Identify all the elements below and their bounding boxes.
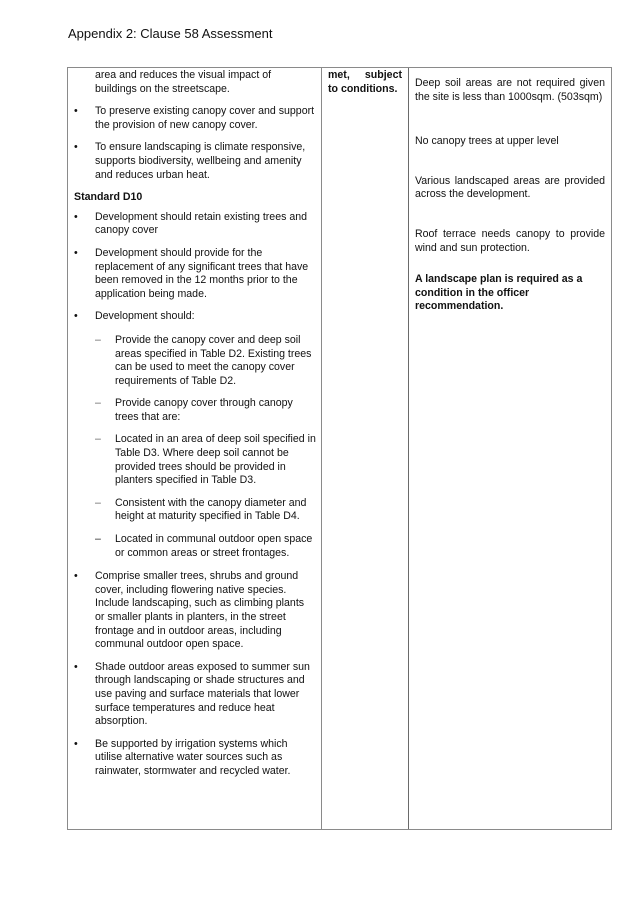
assessment-table (67, 67, 612, 830)
sub-item: – Consistent with the canopy diameter and height at maturity specified in Table D4. (95, 496, 307, 523)
standard-item: • Development should: (74, 310, 195, 323)
dash-icon: – (95, 397, 101, 410)
bullet-icon: • (74, 210, 78, 223)
comments-column (409, 68, 611, 829)
comment-paragraph: Roof terrace needs canopy to provide wind and sun protection. (415, 227, 605, 254)
bullet-icon: • (74, 246, 78, 259)
dash-icon: – (95, 496, 101, 509)
bullet-icon: • (74, 141, 78, 154)
standard-title: Standard D10 (74, 191, 143, 204)
landscape-item: • Shade outdoor areas exposed to summer sun through landscaping or shade structures and use paving and surface materials that lower surface temperatures and reduce heat absorption. (74, 660, 310, 728)
bullet-icon: • (74, 660, 78, 673)
standard-column (68, 68, 322, 829)
compliance-status-line1: met, subject (328, 69, 402, 81)
page-header: Appendix 2: Clause 58 Assessment (68, 26, 273, 41)
landscape-item: • Comprise smaller trees, shrubs and ground cover, including flowering native species. Include landscaping, such as climbing plants or smaller plants in planters, in the street frontage and in outdoor areas, including communal outdoor open space. (74, 570, 305, 651)
objective-item: • To ensure landscaping is climate responsive, supports biodiversity, wellbeing and amenity and reduces urban heat. (74, 141, 306, 181)
compliance-status-line2: to conditions. (328, 82, 398, 95)
standard-item: • Development should retain existing trees and canopy cover (74, 210, 307, 237)
conclusion-text: A landscape plan is required as a condition in the officer recommendation. (415, 273, 583, 313)
objective-item: • To preserve existing canopy cover and support the provision of new canopy cover. (74, 105, 315, 131)
sub-item: – Provide the canopy cover and deep soil areas specified in Table D2. Existing trees can be used to meet the canopy cover requirements of Table D2. (95, 333, 312, 387)
dash-icon: – (95, 433, 101, 446)
landscape-item: • Be supported by irrigation systems which utilise alternative water sources such as rainwater, stormwater and recycled water. (74, 737, 291, 777)
sub-item: – Located in an area of deep soil specified in Table D3. Where deep soil cannot be provided trees should be provided in planters specified in Table D3. (95, 433, 316, 487)
standard-item: • Development should provide for the replacement of any significant trees that have been removed in the 12 months prior to the application being made. (74, 246, 309, 300)
comment-paragraph: Various landscaped areas are provided across the development. (415, 174, 605, 201)
dash-icon: – (95, 533, 101, 546)
dash-icon: – (95, 333, 101, 346)
sub-item: – Provide canopy cover through canopy trees that are: (95, 397, 293, 423)
bullet-icon: • (74, 737, 78, 750)
bullet-icon: • (74, 570, 78, 583)
comment-paragraph: No canopy trees at upper level (415, 135, 559, 148)
sub-item: – Located in communal outdoor open space or common areas or street frontages. (95, 533, 313, 559)
compliance-column (322, 68, 409, 829)
continuation-text: area and reduces the visual impact of buildings on the streetscape. (95, 69, 272, 95)
bullet-icon: • (74, 310, 78, 323)
comment-paragraph: Deep soil areas are not required given the site is less than 1000sqm. (503sqm) (415, 77, 605, 103)
bullet-icon: • (74, 105, 78, 118)
